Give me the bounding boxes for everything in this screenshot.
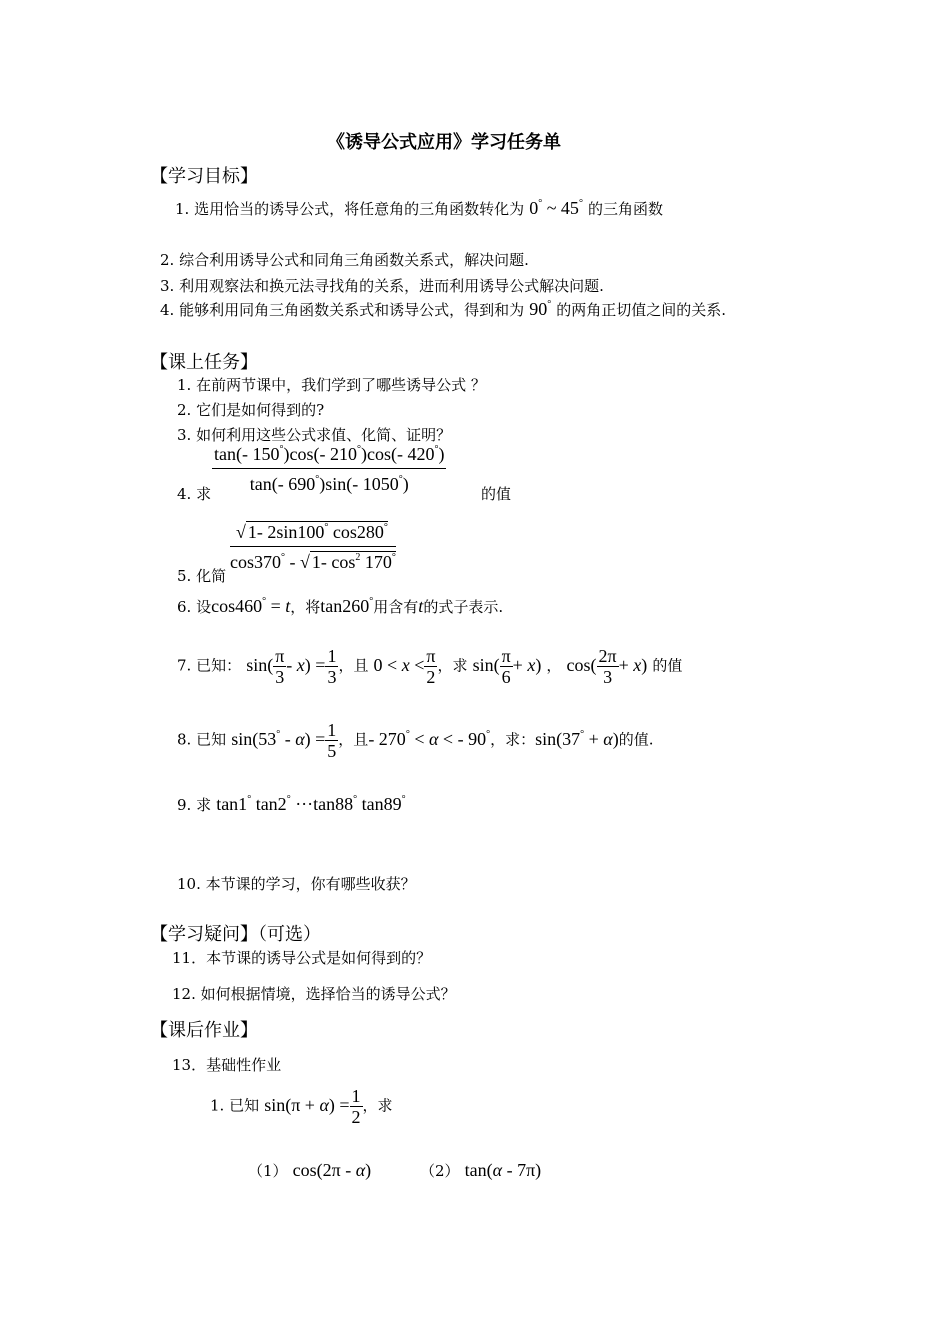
task-9-math: tan1° tan2° ···tan88° tan89° [216, 794, 406, 814]
goal-2: 2. 综合利用诱导公式和同角三角函数关系式，解决问题. [160, 251, 529, 269]
task-8-expression: sin(37° + α) [535, 728, 619, 749]
task-1: 1. 在前两节课中，我们学到了哪些诱导公式 ？ [177, 376, 486, 394]
task-5-denominator: cos370° - √ 1- $\cos^2 170^\circ$ [230, 552, 396, 572]
task-6-math-2: tan260° [320, 596, 374, 616]
goal-3: 3. 利用观察法和换元法寻找角的关系，进而利用诱导公式解决问题. [160, 277, 604, 295]
goal-1: 1. 选用恰当的诱导公式，将任意角的三角函数转化为 0° ~ 45° 的三角函数 [175, 198, 664, 218]
task-4-fraction [212, 444, 446, 495]
task-2: 2. 它们是如何得到的? [177, 401, 325, 419]
homework-part-2-math: tan(α - 7π) [464, 1160, 542, 1180]
task-4-numerator: tan(- 150°)cos(- 210°)cos(- 420°) [212, 444, 446, 469]
task-7: 7. 已知： sin( $\frac{\pi}{3}$ - x) = $\frac{1}{3}$ ，且 0 < x < $\frac{\pi}{2}$ ，求 sin( $\frac{\pi}{6}$ + x) ， cos( $\frac{2\pi}{3}$ + x) 的值 [177, 646, 683, 687]
task-5-numerator: √ 1- 2sin100° cos280° [230, 522, 396, 547]
goal-4: 4. 能够利用同角三角函数关系式和诱导公式，得到和为 90° 的两角正切值之间的关系. [160, 299, 727, 319]
task-4-suffix: 的值 [481, 485, 512, 503]
question-12: 12. 如何根据情境，选择恰当的诱导公式？ [172, 985, 456, 1003]
task-7-expression-1: sin( $\frac{\pi}{6}$ + x) [472, 646, 542, 687]
task-4-denominator: tan(- 690°)sin(- 1050°) [249, 474, 409, 494]
task-7-expression-2: cos( $\frac{2\pi}{3}$ + x) [566, 646, 648, 687]
task-4-label: 4. 求 [177, 485, 212, 503]
task-10: 10. 本节课的学习，你有哪些收获？ [177, 875, 416, 893]
goal-1-math: 0° ~ 45° [529, 198, 583, 218]
task-7-condition: sin( $\frac{\pi}{3}$ - x) = $\frac{1}{3}$ [246, 646, 337, 687]
task-8: 8. 已知 sin(53° - α) = $\frac{1}{5}$ ，且- 270° < α < - 90°，求：sin(37° + α)的值. [177, 720, 654, 761]
task-5-fraction [230, 522, 396, 573]
task-7-range: 0 < x < $\frac{\pi}{2}$ [373, 646, 436, 687]
section-heading-homework: 【课后作业】 [150, 1020, 258, 1041]
homework-13: 13．基础性作业 [172, 1056, 282, 1074]
homework-part-1-math: cos(2π - α) [292, 1160, 372, 1180]
homework-problem-1: 1. 已知 sin(π + α) = $\frac{1}{2}$ ，求 [210, 1086, 393, 1127]
goal-4-math: 90° [529, 299, 552, 319]
page-title: 《诱导公式应用》学习任务单 [327, 132, 561, 153]
section-heading-goals: 【学习目标】 [150, 166, 258, 187]
task-3: 3. 如何利用这些公式求值、化简、证明？ [177, 426, 452, 444]
task-6: 6. 设cos460° = t，将tan260°用含有t的式子表示. [177, 596, 504, 616]
task-8-condition: sin(53° - α) = $\frac{1}{5}$ [231, 720, 337, 761]
task-8-range: - 270° < α < - 90° [368, 728, 491, 749]
task-6-math-1: cos460° = t [211, 596, 291, 616]
homework-part-1: （1） cos(2π - α) [248, 1160, 372, 1180]
task-5-label: 5. 化简 [177, 567, 227, 585]
task-9: 9. 求 tan1° tan2° ···tan88° tan89° [177, 794, 406, 814]
homework-1-condition: sin(π + α) = $\frac{1}{2}$ [264, 1086, 361, 1127]
section-heading-questions: 【学习疑问】（可选） [150, 924, 321, 945]
section-heading-tasks: 【课上任务】 [150, 352, 258, 373]
question-11: 11．本节课的诱导公式是如何得到的？ [172, 949, 432, 967]
task-6-var: t [418, 596, 424, 616]
homework-part-2: （2） tan(α - 7π) [420, 1160, 542, 1180]
